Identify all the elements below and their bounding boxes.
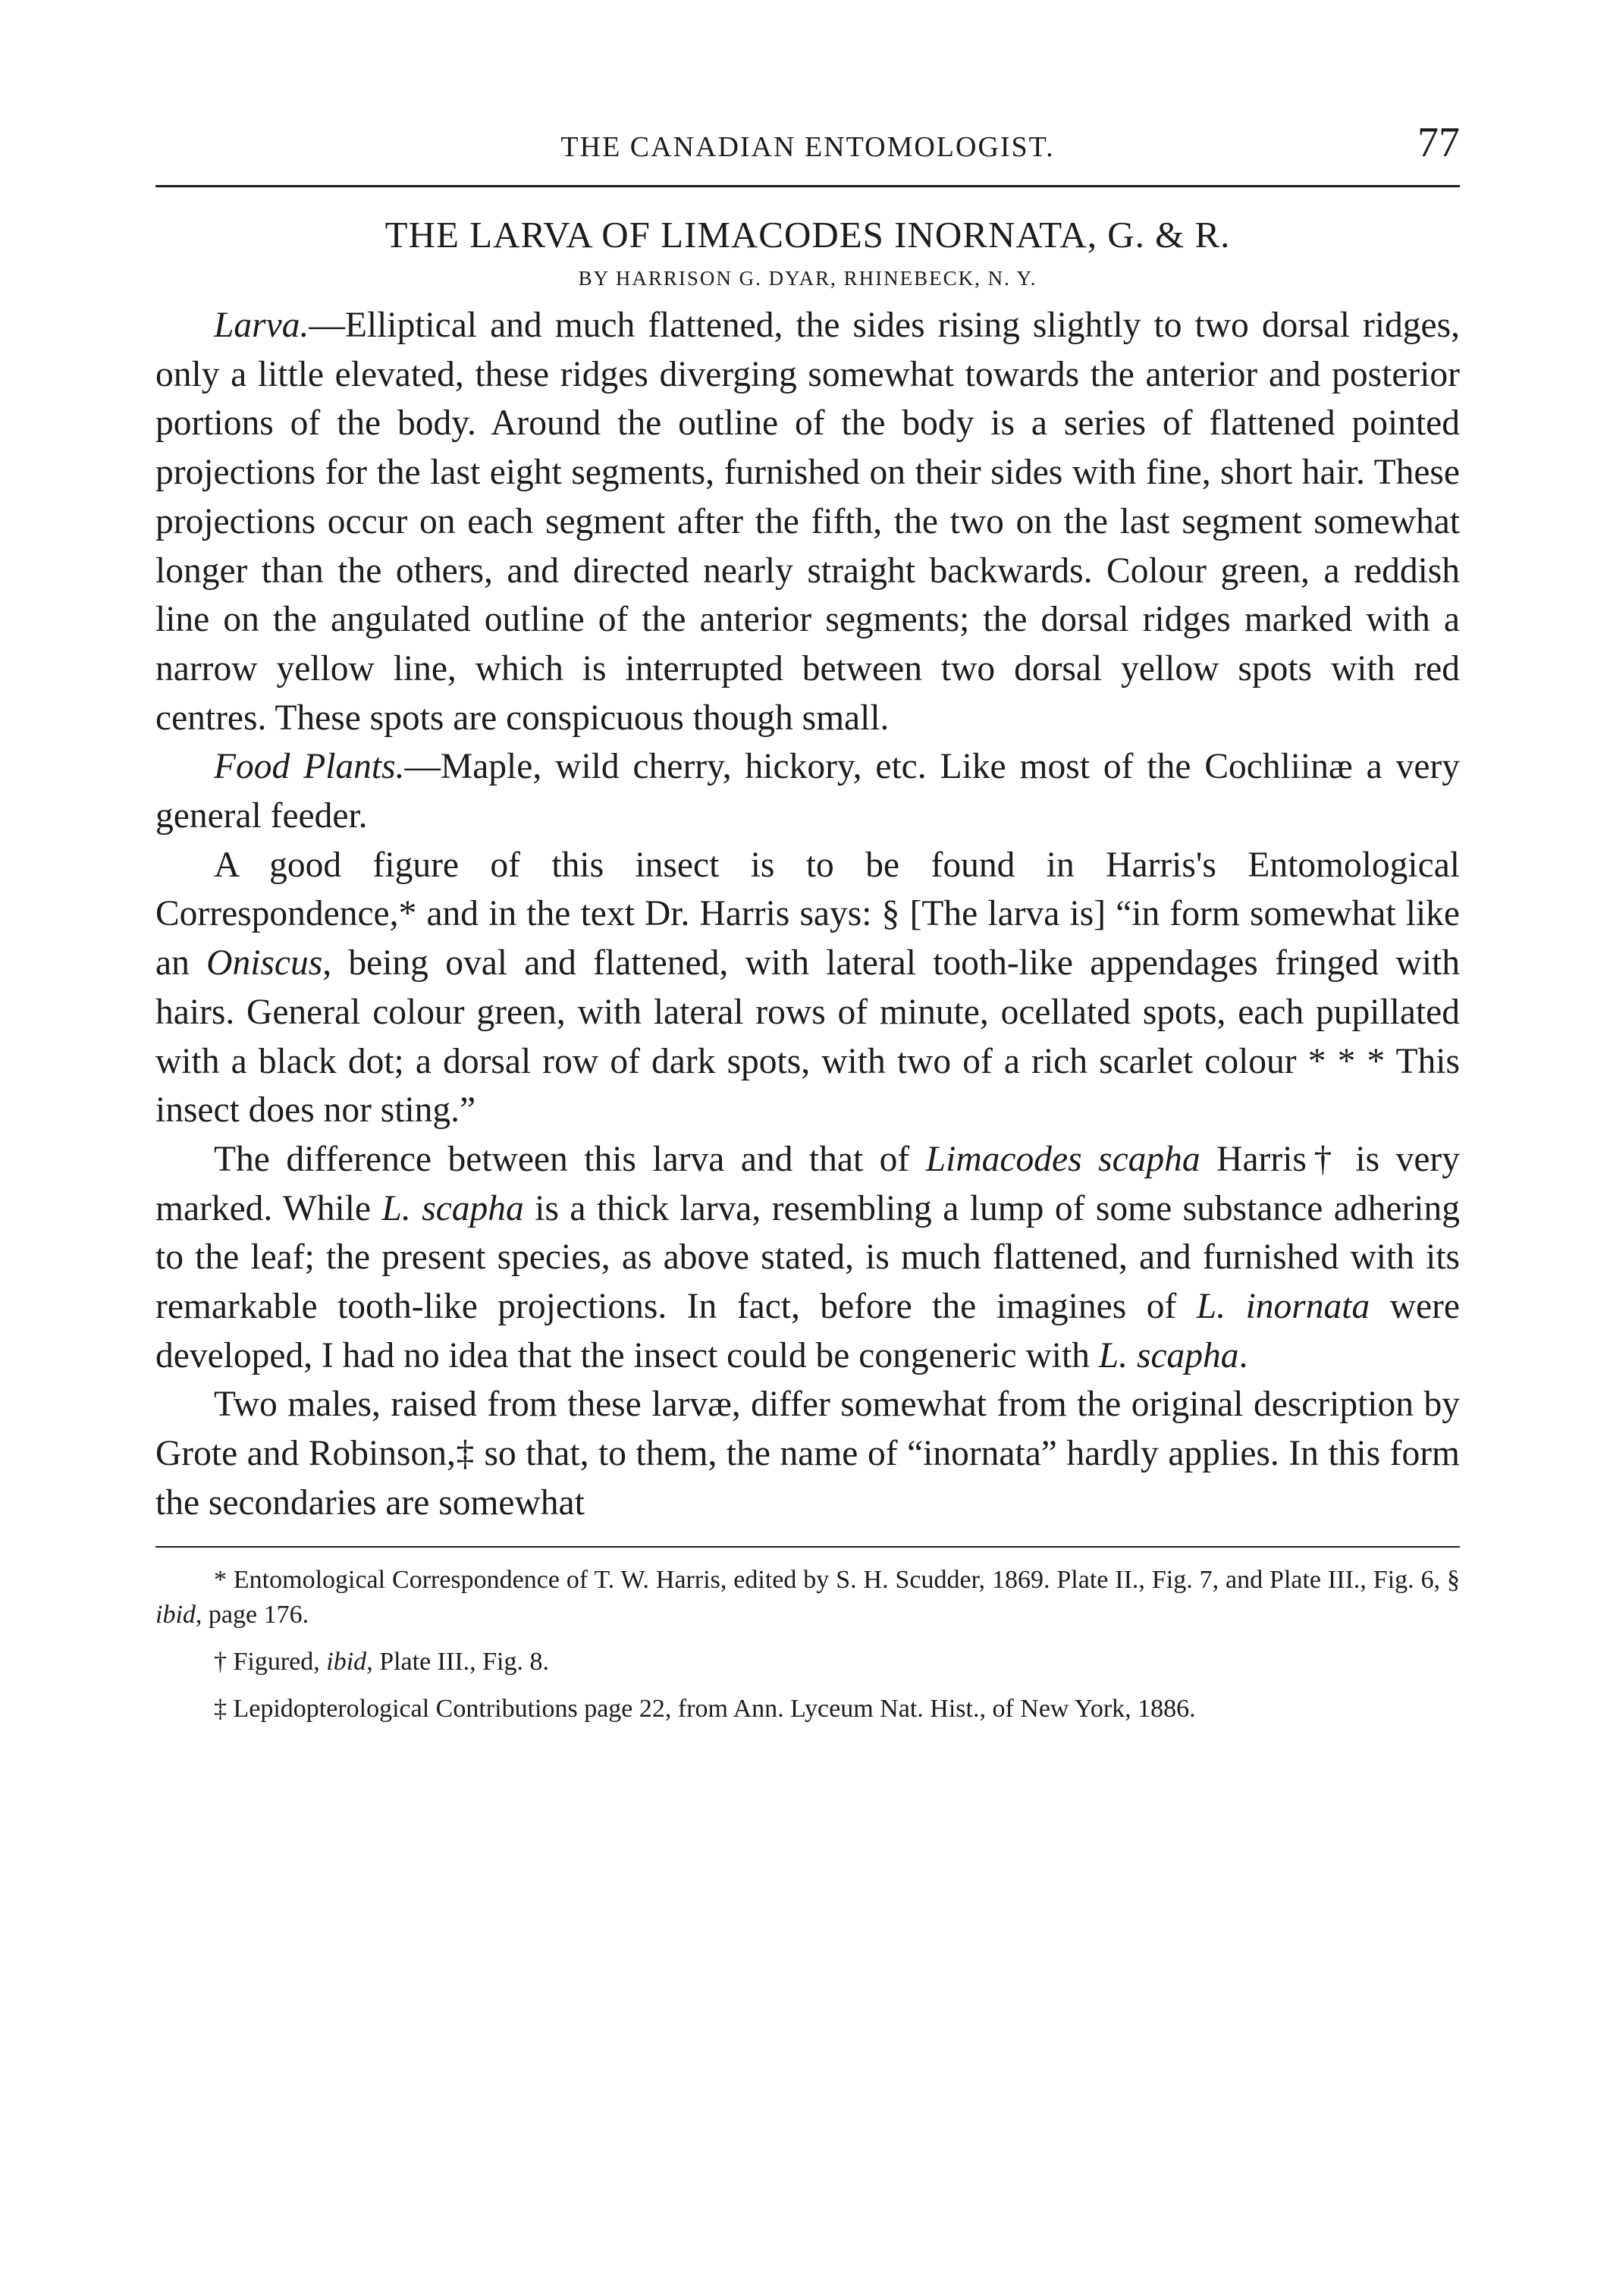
difference-text-1: The difference between this larva and that of — [214, 1139, 926, 1179]
footnote-2-text-2: , Plate III., Fig. 8. — [366, 1647, 549, 1676]
footnotes — [155, 1563, 1460, 1727]
difference-text-4: were developed, I had no idea that the insect could be congeneric with — [155, 1287, 1461, 1375]
difference-text-3: is a thick larva, resembling a lump of some substance adhering to the leaf; the present species, as above stated, is much flattened, and furnished with its remarkable tooth-like projections. In fact, before the imagines of — [155, 1188, 1460, 1327]
larva-text: —Elliptical and much flattened, the sides rising slightly to two dorsal ridges, only a little elevated, these ridges diverging somewhat towards the anterior and posterior portions of the body. Around the outline of the body is a series of flattened pointed projections for the last eight segments, furnished on their sides with fine, short hair. These projections occur on each segment after the fifth, the two on the last segment somewhat longer than the others, and directed nearly straight backwards. Colour green, a reddish line on the angulated outline of the anterior segments; the dorsal ridges marked with a narrow yellow line, which is interrupted between two dorsal yellow spots with red centres. These spots are conspicuous though small. — [155, 306, 1460, 738]
difference-text-5: . — [1238, 1335, 1248, 1375]
footnote-1-text-1: * Entomological Correspondence of T. W. Harris, edited by S. H. Scudder, 1869. Plate II., Fig. 7, and Plate III., Fig. 6, § — [214, 1565, 1460, 1594]
food-plants-text: —Maple, wild cherry, hickory, etc. Like most of the Cochliinæ a very general feeder. — [155, 747, 1460, 836]
footnote-1-text-2: , page 176. — [195, 1600, 309, 1629]
byline: BY HARRISON G. DYAR, RHINEBECK, N. Y. — [578, 267, 1037, 290]
harris-italic-1: Oniscus — [206, 943, 323, 983]
footnote-2-text-1: † Figured, — [214, 1647, 327, 1676]
larva-label: Larva. — [214, 306, 309, 345]
footnote-1 — [155, 1563, 1460, 1633]
food-plants-label: Food Plants. — [214, 747, 405, 787]
page-number: 77 — [1417, 119, 1460, 166]
difference-italic-4: L. scapha — [1098, 1335, 1239, 1375]
article-body — [155, 301, 1460, 1528]
males-text: Two males, raised from these larvæ, differ somewhat from the original description by Grote and Robinson,‡ so that, to them, the name of “inornata” hardly applies. In this form the secondaries are somewhat — [155, 1385, 1460, 1523]
footnote-3 — [155, 1692, 1460, 1727]
paragraph-difference — [155, 1135, 1460, 1381]
paragraph-males — [155, 1380, 1460, 1527]
difference-text-2: Harris† is very marked. While — [155, 1139, 1460, 1228]
difference-italic-1: Limacodes scapha — [925, 1139, 1200, 1179]
footnote-3-text: ‡ Lepidopterological Contributions page 22, from Ann. Lyceum Nat. Hist., of New York, 1886. — [214, 1694, 1196, 1723]
paragraph-larva — [155, 301, 1460, 742]
footnote-rule — [155, 1546, 1460, 1548]
header-rule — [155, 185, 1460, 187]
paragraph-harris — [155, 841, 1460, 1135]
difference-italic-2: L. scapha — [381, 1188, 524, 1228]
footnote-2 — [155, 1645, 1460, 1680]
article-title: THE LARVA OF LIMACODES INORNATA, G. & R. — [384, 214, 1231, 256]
footnote-1-italic: ibid — [155, 1600, 196, 1629]
harris-text-2: , being oval and flattened, with lateral tooth-like appendages fringed with hairs. General colour green, with lateral rows of minute, ocellated spots, each pupillated with a black dot; a dorsal row of dark spots, with two of a rich scarlet colour * * * This insect does nor sting.” — [155, 943, 1460, 1131]
paragraph-food-plants — [155, 742, 1460, 840]
running-title: THE CANADIAN ENTOMOLOGIST. — [560, 131, 1055, 163]
running-head — [155, 114, 1460, 182]
harris-text-1: A good figure of this insect is to be found in Harris's Entomological Correspondence,* and in the text Dr. Harris says: § [The larva is] “in form somewhat like an — [155, 845, 1460, 983]
difference-italic-3: L. inornata — [1196, 1287, 1370, 1327]
footnote-2-italic: ibid — [326, 1647, 367, 1676]
journal-page — [155, 114, 1460, 1727]
